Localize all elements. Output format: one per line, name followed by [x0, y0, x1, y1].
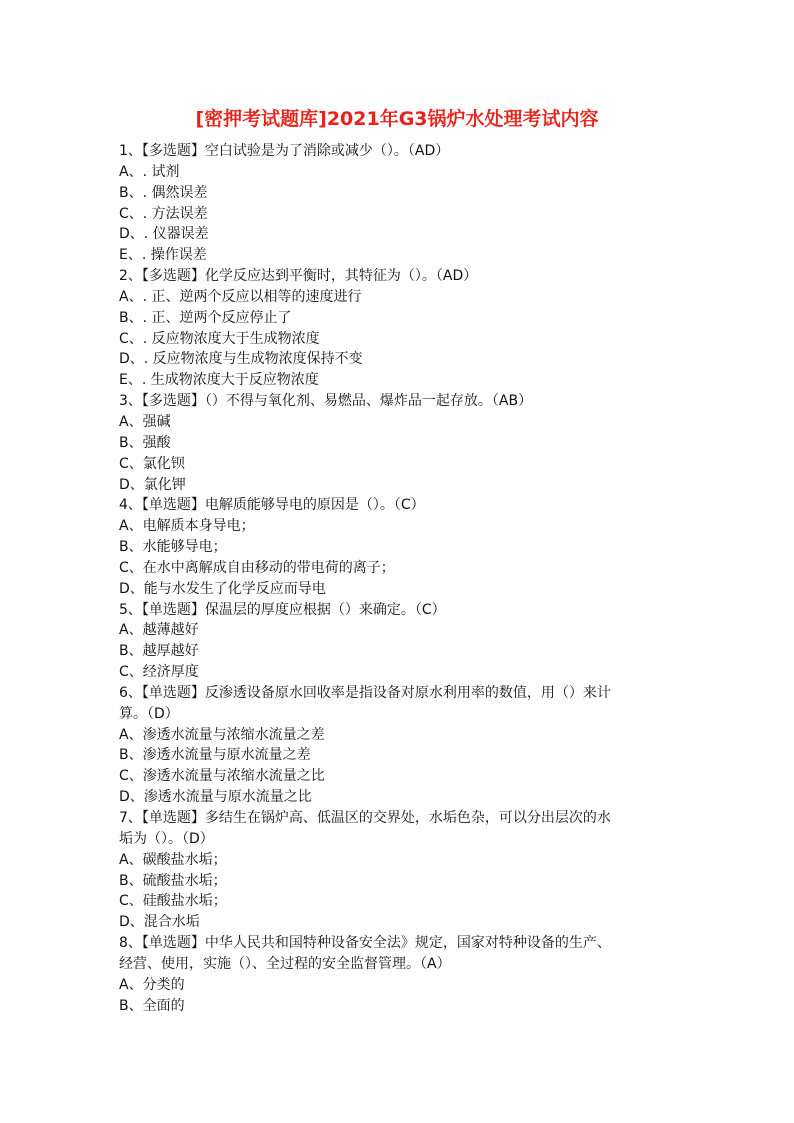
option-b: B、硫酸盐水垢；: [119, 872, 227, 889]
question-stem: 4、【单选题】电解质能够导电的原因是（）。（C）: [119, 497, 425, 514]
option-c: C、氯化钡: [119, 455, 185, 472]
option-b: B、强酸: [119, 434, 171, 451]
option-e: E、. 操作误差: [119, 247, 207, 264]
option-a: A、渗透水流量与浓缩水流量之差: [119, 726, 325, 743]
option-b: B、. 正、逆两个反应停止了: [119, 309, 292, 326]
option-c: C、在水中离解成自由移动的带电荷的离子；: [119, 559, 395, 576]
option-d: D、渗透水流量与原水流量之比: [119, 789, 312, 806]
option-c: C、硅酸盐水垢；: [119, 893, 227, 910]
document-title: [密押考试题库]2021年G3锅炉水处理考试内容: [195, 108, 599, 130]
option-d: D、. 反应物浓度与生成物浓度保持不变: [119, 351, 363, 368]
option-c: C、渗透水流量与浓缩水流量之比: [119, 768, 325, 785]
option-d: D、. 仪器误差: [119, 226, 209, 243]
question-stem-line-1: 7、【单选题】多结生在锅炉高、低温区的交界处，水垢色杂，可以分出层次的水: [119, 810, 611, 826]
question-stem-line-2: 经营、使用，实施（）、全过程的安全监督管理。（A）: [119, 955, 451, 972]
option-b: B、越厚越好: [119, 643, 199, 660]
option-c: C、. 反应物浓度大于生成物浓度: [119, 330, 320, 347]
question-stem: 2、【多选题】化学反应达到平衡时，其特征为（）。（AD）: [119, 268, 478, 285]
question-stem: 3、【多选题】（）不得与氧化剂、易燃品、爆炸品一起存放。（AB）: [119, 393, 533, 410]
question-list: [119, 141, 689, 1016]
option-a: A、碳酸盐水垢；: [119, 851, 227, 868]
question-stem-line-2: 垢为（）。（D）: [119, 830, 214, 847]
option-c: C、经济厚度: [119, 664, 199, 681]
option-d: D、氯化钾: [119, 476, 186, 493]
option-a: A、电解质本身导电；: [119, 518, 255, 535]
question-stem-line-2: 算。（D）: [119, 705, 179, 722]
option-a: A、分类的: [119, 976, 185, 993]
question-stem: 5、【单选题】保温层的厚度应根据（）来确定。（C）: [119, 601, 446, 618]
option-b: B、全面的: [119, 997, 185, 1014]
option-a: A、. 试剂: [119, 163, 180, 180]
option-b: B、水能够导电；: [119, 539, 227, 556]
option-a: A、强碱: [119, 413, 171, 430]
option-a: A、. 正、逆两个反应以相等的速度进行: [119, 288, 362, 305]
option-d: D、混合水垢: [119, 914, 200, 931]
option-b: B、. 偶然误差: [119, 184, 208, 201]
option-a: A、越薄越好: [119, 622, 199, 639]
question-stem-line-1: 6、【单选题】反渗透设备原水回收率是指设备对原水利用率的数值，用（）来计: [119, 684, 611, 701]
option-c: C、. 方法误差: [119, 205, 208, 222]
question-stem: 1、【多选题】空白试验是为了消除或减少（）。（AD）: [119, 143, 450, 159]
question-stem-line-1: 8、【单选题】中华人民共和国特种设备安全法》规定，国家对特种设备的生产、: [119, 935, 611, 952]
option-d: D、能与水发生了化学反应而导电: [119, 580, 326, 597]
option-e: E、. 生成物浓度大于反应物浓度: [119, 372, 319, 389]
option-b: B、渗透水流量与原水流量之差: [119, 747, 311, 764]
